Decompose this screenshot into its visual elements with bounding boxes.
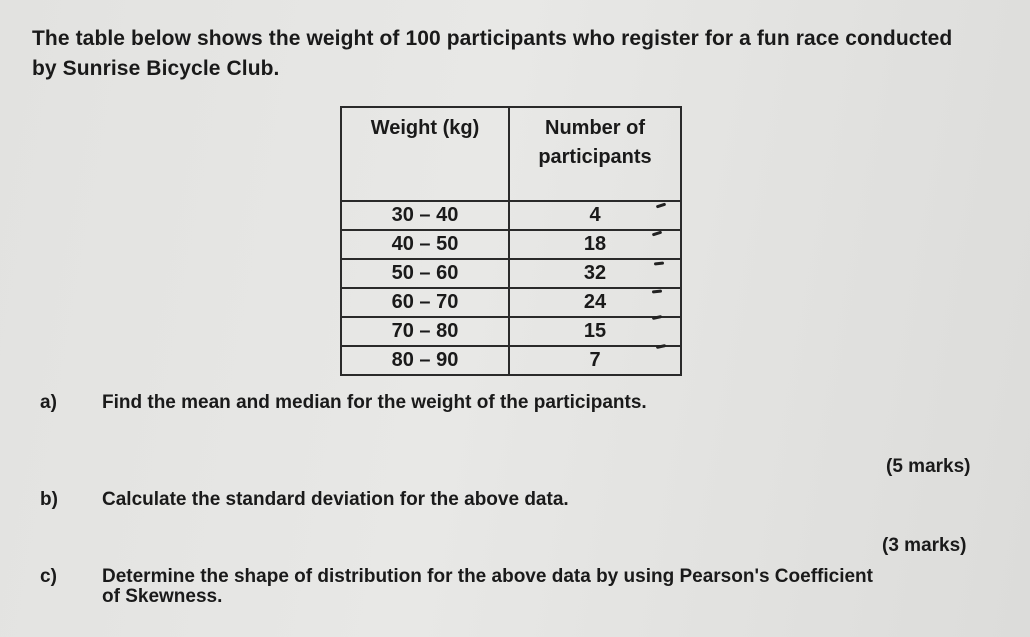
question-c [40, 566, 1000, 614]
cell-count: 4 [509, 201, 681, 230]
cell-weight: 60 – 70 [341, 288, 509, 317]
table-row [341, 317, 681, 346]
cell-count: 18 [509, 230, 681, 259]
question-c-text-line2: of Skewness. [102, 586, 223, 607]
weight-frequency-table [340, 106, 682, 376]
cell-count: 15 [509, 317, 681, 346]
table-row [341, 346, 681, 375]
header-participants-line1: Number of [545, 117, 645, 139]
question-b-text: Calculate the standard deviation for the above data. [102, 489, 569, 510]
header-participants [509, 107, 681, 201]
question-a [40, 392, 740, 416]
cell-weight: 40 – 50 [341, 230, 509, 259]
question-a-label: a) [40, 392, 57, 413]
question-a-marks: (5 marks) [886, 456, 971, 477]
table-row [341, 288, 681, 317]
table-row [341, 201, 681, 230]
table-row [341, 259, 681, 288]
cell-count: 32 [509, 259, 681, 288]
table-row [341, 230, 681, 259]
cell-count: 24 [509, 288, 681, 317]
question-a-text: Find the mean and median for the weight of the participants. [102, 392, 647, 413]
cell-count: 7 [509, 346, 681, 375]
intro-paragraph [32, 24, 1022, 84]
cell-weight: 30 – 40 [341, 201, 509, 230]
cell-weight: 70 – 80 [341, 317, 509, 346]
table-header-row [341, 107, 681, 201]
question-b-marks: (3 marks) [882, 535, 967, 556]
question-b-label: b) [40, 489, 58, 510]
question-c-text-line1: Determine the shape of distribution for the above data by using Pearson's Coefficient [102, 566, 873, 587]
header-participants-line2: participants [538, 146, 652, 168]
question-b [40, 489, 740, 513]
intro-line-2: by Sunrise Bicycle Club. [32, 57, 280, 80]
header-weight: Weight (kg) [341, 107, 509, 201]
question-c-label: c) [40, 566, 57, 587]
intro-line-1: The table below shows the weight of 100 participants who register for a fun race conducted [32, 27, 953, 50]
cell-weight: 80 – 90 [341, 346, 509, 375]
cell-weight: 50 – 60 [341, 259, 509, 288]
